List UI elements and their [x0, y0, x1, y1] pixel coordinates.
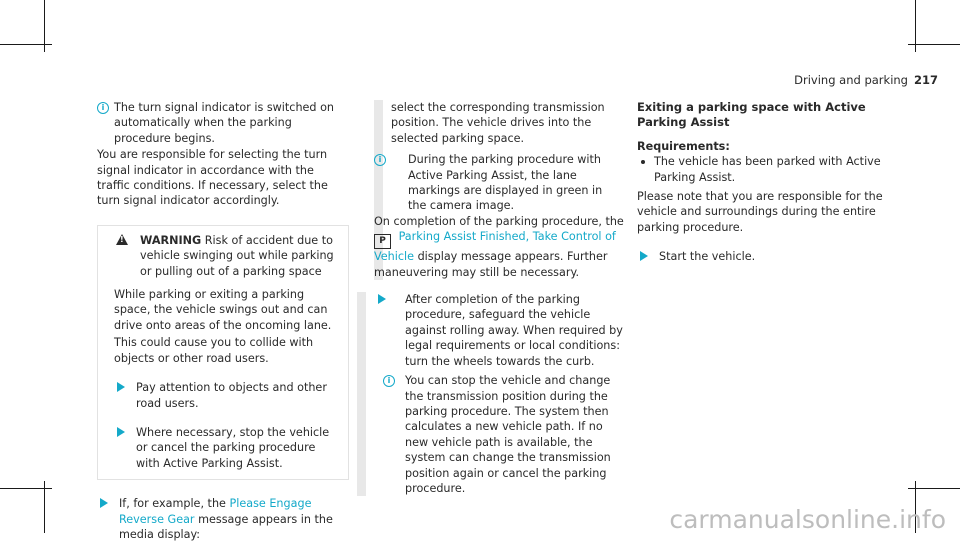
warning-triangle-icon: ! — [116, 234, 128, 245]
step-text-suffix: message appears in the media display: — [119, 512, 333, 541]
requirement-text: The vehicle has been parked with Active Parking Assist. — [654, 155, 881, 184]
step-text: After completion of the parking procedure, safeguard the vehicle against rolling away. When required by legal requirements or local conditions: turn the wheels towards the curb. — [405, 293, 623, 368]
info-note — [374, 152, 624, 214]
crop-mark — [915, 0, 916, 52]
crop-mark — [44, 0, 45, 52]
step-text: Where necessary, stop the vehicle or cancel the parking procedure with Active Parking Assist. — [136, 425, 330, 470]
warning-text: This could cause you to collide with objects or other road users. — [114, 336, 314, 365]
note-text: During the parking procedure with Active Parking Assist, the lane markings are displayed in green in the camera image. — [408, 153, 603, 213]
warning-body — [98, 281, 348, 479]
step-text: Pay attention to objects and other road users. — [136, 381, 327, 410]
section-title: Driving and parking — [794, 73, 908, 87]
note-text: You can stop the vehicle and change the transmission position during the parking procedure. The system then calculates a new vehicle path. If no new vehicle path is available, the system can change the transmission position again or cancel the parking procedure. — [405, 374, 611, 495]
paragraph: Please note that you are responsible for the vehicle and surroundings during the entire parking procedure. — [637, 190, 883, 234]
paragraph — [374, 214, 624, 280]
info-icon: i — [383, 375, 395, 387]
step-item — [357, 292, 624, 496]
info-icon: i — [97, 102, 109, 114]
step-arrow-icon — [117, 427, 125, 437]
warning-box — [97, 225, 349, 480]
watermark: carmanualsonline.info — [669, 504, 946, 534]
parking-assist-icon: P — [374, 234, 391, 249]
step-item — [637, 249, 887, 264]
paragraph-prefix: On completion of the parking procedure, the — [374, 214, 624, 228]
column-3 — [637, 100, 887, 265]
step-arrow-icon — [117, 382, 125, 392]
section-heading: Exiting a parking space with Active Parking Assist — [637, 100, 866, 130]
info-icon: i — [374, 154, 386, 166]
requirement-item — [637, 154, 887, 185]
step-item — [114, 425, 340, 471]
requirements-label: Requirements: — [637, 139, 730, 153]
step-text: Start the vehicle. — [659, 250, 756, 264]
column-1 — [97, 100, 349, 542]
crop-mark — [44, 481, 45, 533]
paragraph: You are responsible for selecting the turn signal indicator in accordance with the traffic conditions. If necessary, select the turn signal indicator accordingly. — [97, 148, 328, 208]
step-arrow-icon — [378, 294, 386, 304]
page-header — [794, 73, 938, 88]
warning-label: WARNING — [140, 233, 202, 247]
continuation-text: select the corresponding transmission position. The vehicle drives into the selected parking space. — [391, 101, 605, 145]
display-message: Parking Assist Finished, Take Control of Vehicle — [374, 230, 616, 264]
warning-text: While parking or exiting a parking space, the vehicle swings out and can drive onto areas of the oncoming lane. — [114, 288, 332, 332]
step-continuation — [374, 100, 624, 280]
step-text — [119, 496, 349, 542]
warning-header — [98, 226, 348, 281]
paragraph-suffix: display message appears. Further maneuvering may still be necessary. — [374, 250, 608, 279]
step-item — [114, 380, 340, 411]
note-text: The turn signal indicator is switched on automatically when the parking procedure begins. — [114, 101, 335, 145]
info-note — [383, 373, 624, 496]
info-note — [97, 100, 349, 146]
column-2 — [374, 100, 624, 496]
step-text-prefix: If, for example, the — [119, 497, 226, 511]
page-number: 217 — [913, 73, 938, 87]
display-message: Please Engage Reverse Gear — [119, 497, 312, 526]
step-arrow-icon — [100, 498, 108, 508]
warning-title: Risk of accident due to vehicle swinging out while parking or pulling out of a parking space — [140, 233, 334, 278]
step-arrow-icon — [640, 251, 648, 261]
step-item — [97, 496, 349, 542]
